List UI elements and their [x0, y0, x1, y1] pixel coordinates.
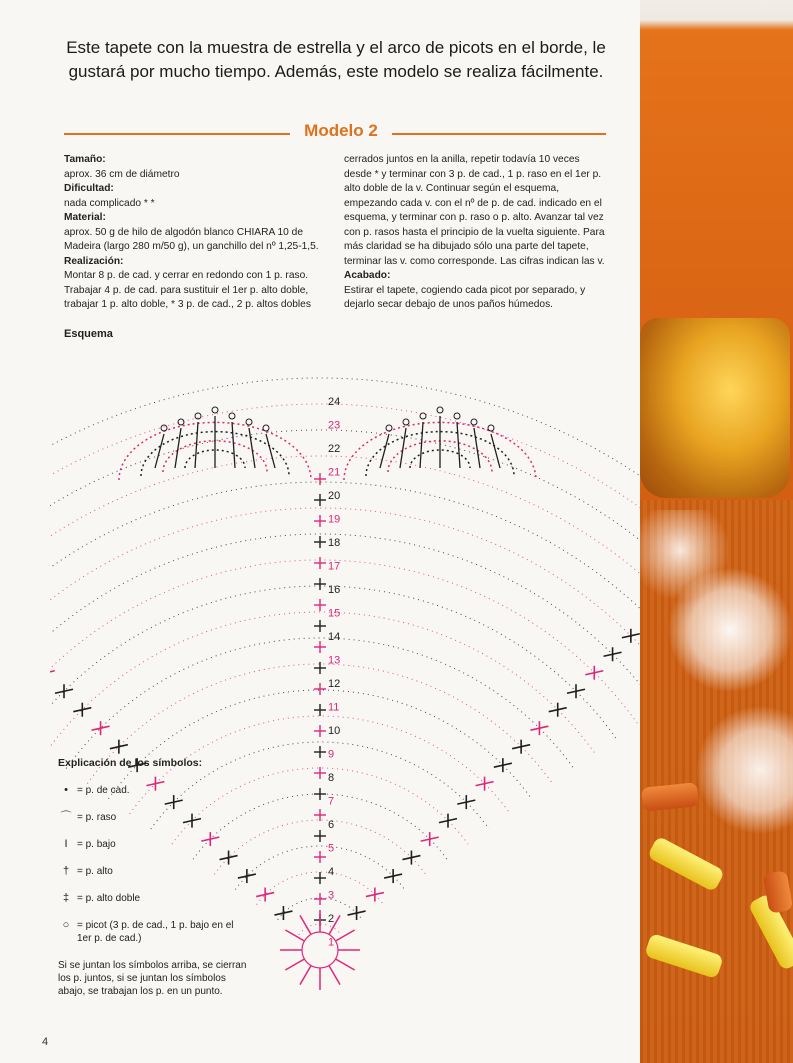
round-number: 2: [328, 913, 335, 925]
legend-symbol-icon: †: [62, 865, 70, 877]
legend-item-text: = p. bajo: [77, 839, 116, 850]
round-number: 19: [328, 513, 341, 526]
stitch-round-arc: [50, 482, 640, 678]
instructions-label: Realización:: [64, 255, 124, 267]
stitch-mark: [336, 959, 355, 970]
stitch-mark: [50, 671, 55, 675]
round-number: 13: [328, 654, 341, 667]
heading-rule-left: [64, 133, 290, 135]
stitch-mark: [400, 428, 406, 468]
picot-mark: [212, 407, 218, 413]
legend-item: [58, 811, 248, 824]
round-number: 22: [328, 443, 341, 455]
round-number: 16: [328, 584, 341, 596]
heading-rule-right: [392, 133, 606, 135]
picot-mark: [420, 413, 426, 419]
stitch-round-arc: [50, 534, 640, 708]
doily-photo: [640, 0, 793, 1063]
instructions-column-2: [344, 153, 610, 313]
stitch-mark: [300, 966, 311, 985]
diagram-title: Esquema: [64, 328, 113, 340]
finishing-label: Acabado:: [344, 270, 391, 281]
instructions-column-1: [64, 153, 336, 313]
picot-mark: [263, 425, 269, 431]
legend-note: Si se juntan los símbolos arriba, se cierran los p. juntos, si se juntan los símbolos abajo, se trabajan los p. en un punto.: [58, 960, 247, 997]
model-heading: [64, 121, 606, 147]
round-number-labels: [328, 396, 340, 949]
difficulty-label: Dificultad:: [64, 183, 114, 194]
stitch-round-arc: [50, 404, 640, 632]
picot-mark: [471, 419, 477, 425]
stitch-mark: [232, 422, 235, 468]
round-number: 20: [328, 490, 341, 502]
stitch-mark: [285, 930, 304, 941]
stitch-mark: [285, 959, 304, 970]
legend-symbol-icon: ○: [62, 919, 70, 931]
picot-mark: [178, 419, 184, 425]
round-number: 1: [328, 936, 335, 949]
legend-item-text: = p. de cad.: [77, 785, 130, 796]
stitch-mark: [474, 428, 480, 468]
picot-mark: [161, 425, 167, 431]
finishing-value: Estirar el tapete, cogiendo cada picot por separado, y dejarlo secar debajo de unos paños húmedos.: [344, 284, 586, 310]
stitch-mark: [491, 434, 500, 468]
round-number: 5: [328, 842, 335, 855]
candle-glass-image: [640, 318, 790, 498]
material-value: aprox. 50 g de hilo de algodón blanco CHIARA 10 de Madeira (largo 280 m/50 g), un ganchillo del nº 1,25-1,5.: [64, 226, 319, 252]
stitch-mark: [457, 422, 460, 468]
picot-mark: [454, 413, 460, 419]
legend-items: [58, 784, 248, 945]
legend-title: Explicación de los símbolos:: [58, 757, 203, 769]
round-number: 6: [328, 819, 335, 831]
picot-mark: [403, 419, 409, 425]
legend-symbol-icon: •: [64, 784, 68, 796]
legend-item: [58, 865, 248, 878]
legend-item: [58, 784, 248, 797]
model-title: Modelo 2: [304, 121, 378, 140]
round-number: 3: [328, 889, 335, 902]
size-label: Tamaño:: [64, 154, 106, 165]
stitch-mark: [155, 434, 164, 468]
legend-symbol-icon: I: [64, 838, 68, 850]
picot-mark: [488, 425, 494, 431]
legend-item: [58, 919, 248, 945]
round-number: 10: [328, 725, 341, 737]
stitch-mark: [420, 422, 423, 468]
material-label: Material:: [64, 212, 106, 223]
page-number: 4: [42, 1036, 49, 1048]
legend-item: [58, 892, 248, 905]
stitch-mark: [266, 434, 275, 468]
legend-item-text: = p. alto: [77, 866, 113, 877]
instructions-value: Montar 8 p. de cad. y cerrar en redondo con 1 p. raso. Trabajar 4 p. de cad. para sustituir el 1er p. alto doble, trabajar 1 p. alto doble, * 3 p. de cad., 2 p. altos dobles: [64, 270, 311, 310]
difficulty-value: nada complicado * *: [64, 197, 155, 209]
round-number: 9: [328, 748, 335, 761]
round-number: 11: [328, 701, 340, 714]
stitch-mark: [300, 915, 311, 934]
picot-mark: [229, 413, 235, 419]
legend-item: [58, 838, 248, 851]
symbol-legend: [58, 757, 248, 998]
round-number: 12: [328, 678, 341, 690]
instructions-continued: cerrados juntos en la anilla, repetir todavía 10 veces desde * y terminar con 3 p. de cad., 1 p. raso en el 1er p. alto doble de la v. Continuar según el esquema, empezando cada v. con el nº de p. de cad. indicado en el esquema, y terminar con p. raso o p. alto. Avanzar tal vez con p. rasos hasta el principio de la vuelta siguiente. Para más claridad se ha dibujado sólo una parte del tapete, terminar las v. como corresponde. Las cifras indican las v.: [344, 154, 605, 267]
round-number: 17: [328, 560, 341, 573]
picot-mark: [386, 425, 392, 431]
size-value: aprox. 36 cm de diámetro: [64, 168, 180, 180]
legend-symbol-icon: ⌒: [60, 811, 72, 823]
stitch-round-arc: [50, 612, 595, 753]
legend-symbol-icon: ‡: [62, 892, 70, 904]
legend-item-text: = p. alto doble: [77, 893, 141, 904]
round-number: 14: [328, 631, 341, 643]
stitch-mark: [329, 966, 340, 985]
round-number: 7: [328, 795, 335, 808]
stitch-round-arc: [50, 378, 640, 617]
picot-mark: [246, 419, 252, 425]
stitch-mark: [380, 434, 389, 468]
stitch-round-arc: [50, 456, 640, 663]
round-number: 15: [328, 607, 341, 620]
stitch-mark: [175, 428, 181, 468]
stitch-round-arc: [50, 508, 640, 693]
legend-item-text: = picot (3 p. de cad., 1 p. bajo en el 1er p. de cad.): [77, 920, 234, 944]
round-number: 8: [328, 772, 335, 784]
round-number: 23: [328, 419, 341, 432]
legend-item-text: = p. raso: [77, 812, 117, 823]
stitch-round-arc: [50, 560, 637, 723]
intro-text: Este tapete con la muestra de estrella y el arco de picots en el borde, le gustará por mucho tiempo. Además, este modelo se realiza fácilmente.: [66, 38, 606, 81]
round-number: 4: [328, 866, 335, 878]
stitch-round-arc: [50, 430, 640, 648]
round-number: 21: [328, 466, 341, 479]
picot-mark: [437, 407, 443, 413]
round-number: 18: [328, 537, 341, 549]
round-number: 24: [328, 396, 341, 408]
